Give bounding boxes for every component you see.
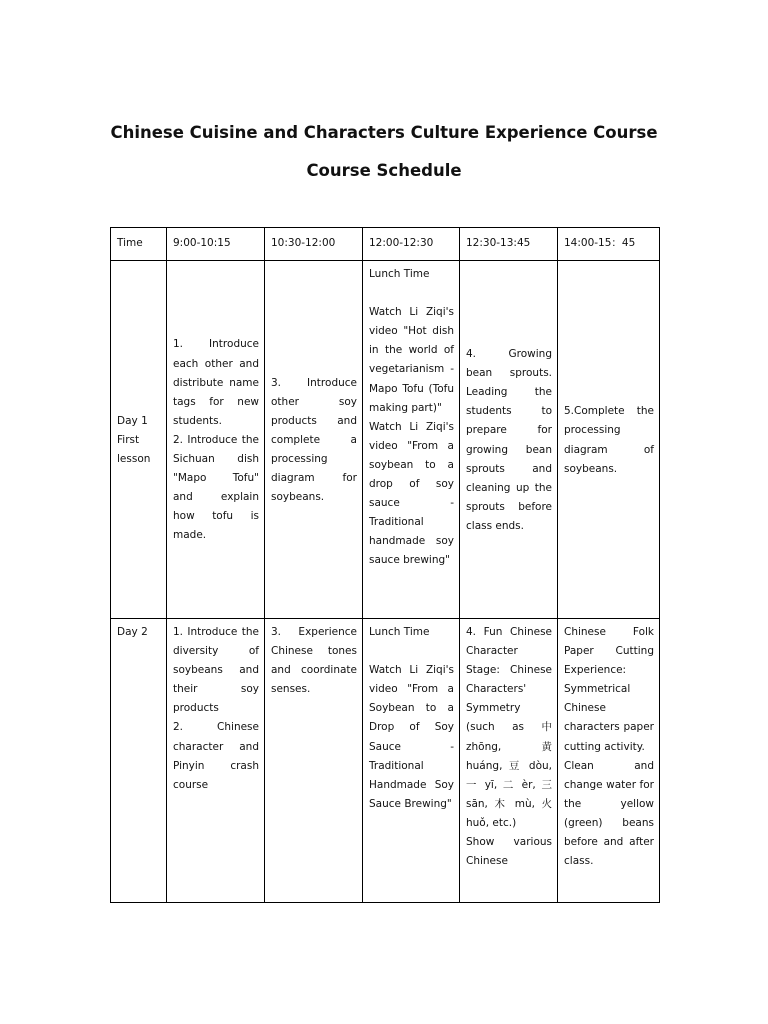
day-2-slot-1: 1. Introduce the diversity of soybeans and their soy products 2. Chinese character and Pinyin crash course [167,619,265,903]
day-1-slot-5: 5.Complete the processing diagram of soybeans. [558,261,660,619]
course-schedule-table [110,227,660,903]
document-title: Chinese Cuisine and Characters Culture Experience Course [110,123,658,142]
table-header-row [111,228,660,261]
day-2-slot-2: 3. Experience Chinese tones and coordinate senses. [265,619,363,903]
header-time: Time [111,228,167,261]
table-row-day-2 [111,619,660,903]
day-1-slot-2: 3. Introduce other soy products and complete a processing diagram for soybeans. [265,261,363,619]
day-2-slot-3: Lunch Time Watch Li Ziqi's video "From a Soybean to a Drop of Soy Sauce - Traditional Handmade Soy Sauce Brewing" [363,619,460,903]
day-2-slot-5: Chinese Folk Paper Cutting Experience: Symmetrical Chinese characters paper cutting activity. Clean and change water for the yellow (green) beans before and after class. [558,619,660,903]
header-slot-2: 10:30-12:00 [265,228,363,261]
header-slot-1: 9:00-10:15 [167,228,265,261]
header-slot-5: 14:00-15：45 [558,228,660,261]
header-slot-4: 12:30-13:45 [460,228,558,261]
day-2-slot-4: 4. Fun Chinese Character Stage: Chinese Characters' Symmetry (such as 中 zhōng, 黄 huáng, 豆 dòu, 一 yī, 二 èr, 三 sān, 木 mù, 火 huǒ, etc.) Show various Chinese [460,619,558,903]
table-row-day-1 [111,261,660,619]
day-2-label: Day 2 [111,619,167,903]
day-1-slot-1: 1. Introduce each other and distribute name tags for new students. 2. Introduce the Sichuan dish "Mapo Tofu" and explain how tofu is made. [167,261,265,619]
header-slot-3: 12:00-12:30 [363,228,460,261]
day-1-slot-4: 4. Growing bean sprouts. Leading the students to prepare for growing bean sprouts and cleaning up the sprouts before class ends. [460,261,558,619]
day-1-slot-3: Lunch Time Watch Li Ziqi's video "Hot dish in the world of vegetarianism - Mapo Tofu (Tofu making part)" Watch Li Ziqi's video "From a soybean to a drop of soy sauce - Traditional handmade soy sauce brewing" [363,261,460,619]
document-subtitle: Course Schedule [306,161,462,180]
day-1-label: Day 1 First lesson [111,261,167,619]
